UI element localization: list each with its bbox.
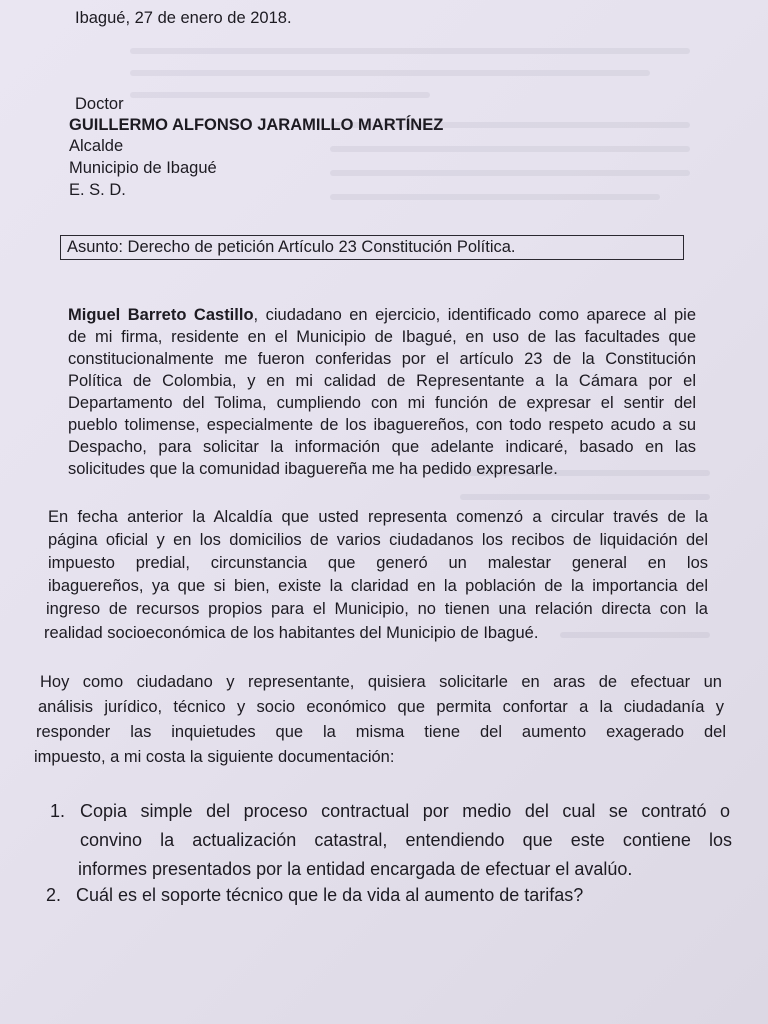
- paragraph1-line: Miguel Barreto Castillo, ciudadano en ejercicio, identificado como aparece al pie: [68, 306, 696, 324]
- request-number: 1.: [50, 801, 66, 821]
- paragraph3-line: Hoy como ciudadano y representante, quisiera solicitarle en aras de efectuar un: [40, 673, 722, 691]
- paragraph1-line: Departamento del Tolima, cumpliendo con mi función de expresar el sentir del: [68, 394, 696, 412]
- paragraph2-line: ingreso de recursos propios para el Municipio, no tienen una relación directa con la: [46, 600, 708, 618]
- request-line: convino la actualización catastral, entendiendo que este contiene los: [80, 830, 732, 850]
- paragraph1-line: constitucionalmente me fueron conferidas por el artículo 23 de la Constitución: [68, 350, 696, 368]
- paragraph3-line: análisis jurídico, técnico y socio económico que permita confortar a la ciudadanía y: [38, 698, 724, 716]
- request-number: 2.: [46, 885, 62, 905]
- subject-box: [60, 235, 684, 260]
- paragraph1-line: Despacho, para solicitar la información que adelante indicaré, basado en las: [68, 438, 696, 456]
- request-line: Cuál es el soporte técnico que le da vida al aumento de tarifas?: [76, 885, 584, 905]
- recipient-position: Alcalde: [69, 137, 124, 155]
- recipient-closing: E. S. D.: [69, 181, 126, 199]
- recipient-salutation: Doctor: [75, 95, 124, 113]
- paragraph2-line: ibaguereños, ya que si bien, existe la claridad en la población de la importancia del: [48, 577, 708, 595]
- paragraph3-line: responder las inquietudes que la misma tiene del aumento exagerado del: [36, 723, 726, 741]
- subject-line: Asunto: Derecho de petición Artículo 23 Constitución Política.: [67, 238, 516, 256]
- recipient-name: GUILLERMO ALFONSO JARAMILLO MARTÍNEZ: [69, 116, 444, 134]
- paragraph1-line: Política de Colombia, y en mi calidad de Representante a la Cámara por el: [68, 372, 696, 390]
- paragraph2-line: impuesto predial, circunstancia que generó un malestar general en los: [48, 554, 708, 572]
- paragraph3-line: impuesto, a mi costa la siguiente documentación:: [34, 748, 395, 766]
- paragraph1-line: pueblo tolimense, especialmente de los ibaguereños, con todo respeto acudo a su: [68, 416, 696, 434]
- date-line: Ibagué, 27 de enero de 2018.: [75, 9, 292, 27]
- recipient-entity: Municipio de Ibagué: [69, 159, 217, 177]
- paragraph1-line: de mi firma, residente en el Municipio de Ibagué, en uso de las facultades que: [68, 328, 696, 346]
- sender-name: Miguel Barreto Castillo: [68, 306, 254, 324]
- paragraph1-line: solicitudes que la comunidad ibaguereña me ha pedido expresarle.: [68, 460, 558, 478]
- request-line: informes presentados por la entidad encargada de efectuar el avalúo.: [78, 859, 633, 879]
- paragraph2-line: página oficial y en los domicilios de varios ciudadanos los recibos de liquidación del: [48, 531, 708, 549]
- paragraph2-line: En fecha anterior la Alcaldía que usted representa comenzó a circular través de la: [48, 508, 708, 526]
- request-line: Copia simple del proceso contractual por medio del cual se contrató o: [80, 801, 730, 821]
- paragraph2-line: realidad socioeconómica de los habitantes del Municipio de Ibagué.: [44, 624, 539, 642]
